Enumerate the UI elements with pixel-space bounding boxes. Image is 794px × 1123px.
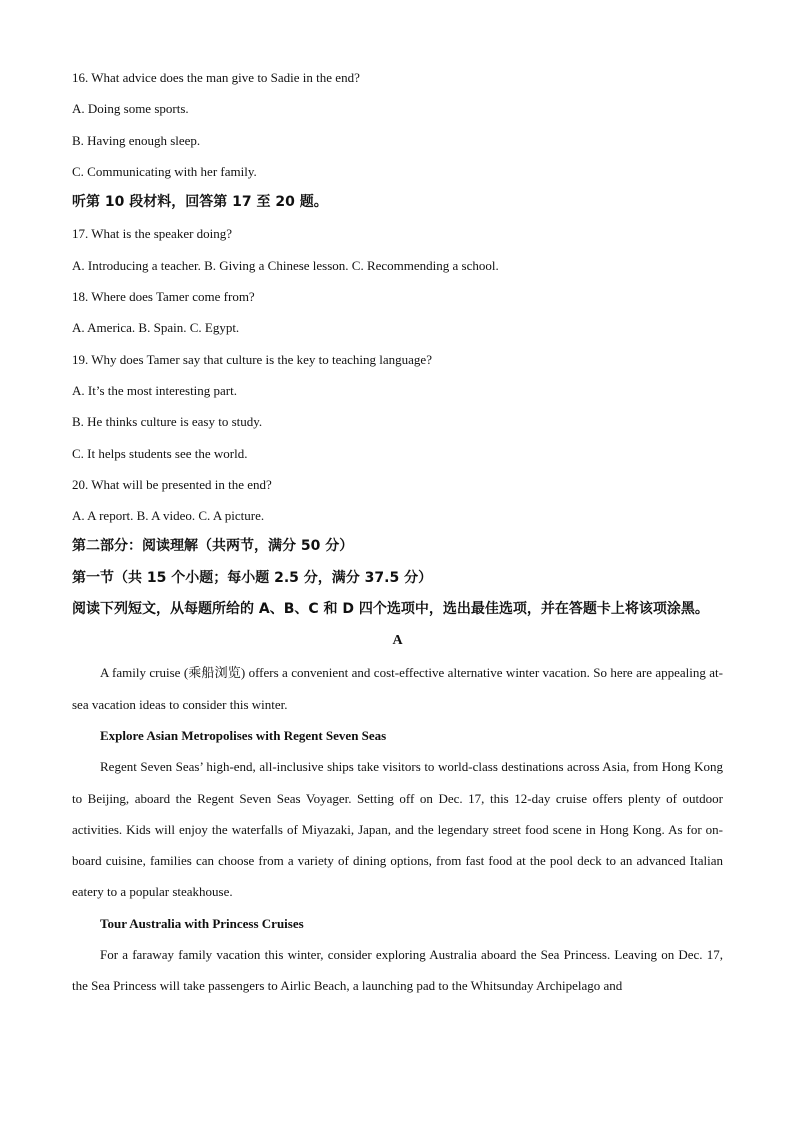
passage-heading-princess: Tour Australia with Princess Cruises (100, 915, 304, 931)
question-19-option-c: C. It helps students see the world. (72, 445, 248, 461)
reading-section-title: 第一节（共 15 个小题；每小题 2.5 分，满分 37.5 分） (72, 569, 433, 586)
question-16: 16. What advice does the man give to Sadie in the end? (72, 70, 360, 85)
reading-instructions: 阅读下列短文，从每题所给的 A、B、C 和 D 四个选项中，选出最佳选项，并在答题卡上将该项涂黑。 (72, 601, 709, 618)
question-18: 18. Where does Tamer come from? (72, 289, 255, 305)
question-16-option-b: B. Having enough sleep. (72, 132, 201, 148)
question-18-options: A. America. B. Spain. C. Egypt. (72, 320, 240, 336)
question-20: 20. What will be presented in the end? (72, 476, 272, 492)
question-19: 19. Why does Tamer say that culture is the key to teaching language? (72, 351, 432, 367)
question-16-option-c: C. Communicating with her family. (72, 163, 257, 179)
question-17-options: A. Introducing a teacher. B. Giving a Chinese lesson. C. Recommending a school. (72, 257, 499, 273)
passage-paragraph-princess: For a faraway family vacation this winter, consider exploring Australia aboard the Sea Princess. Leaving on Dec. 17, the Sea Princess will take passengers to Airlic Beach, a launching pad to the Whitsunday Archipelago and (72, 947, 723, 994)
exam-page (72, 62, 723, 1002)
section-10-intro: 听第 10 段材料，回答第 17 至 20 题。 (72, 194, 328, 211)
passage-intro: A family cruise (乘船浏览) offers a convenient and cost-effective alternative winter vacation. So here are appealing at-sea vacation ideas to consider this winter. (72, 665, 723, 712)
question-19-option-a: A. It’s the most interesting part. (72, 382, 238, 398)
passage-letter: A (392, 633, 403, 649)
question-19-option-b: B. He thinks culture is easy to study. (72, 414, 263, 430)
question-17: 17. What is the speaker doing? (72, 226, 233, 242)
question-16-option-a: A. Doing some sports. (72, 101, 189, 117)
passage-heading-regent: Explore Asian Metropolises with Regent Seven Seas (100, 727, 387, 743)
reading-part-title: 第二部分：阅读理解（共两节，满分 50 分） (72, 538, 354, 555)
passage-paragraph-regent: Regent Seven Seas’ high-end, all-inclusive ships take visitors to world-class destinations across Asia, from Hong Kong to Beijing, aboard the Regent Seven Seas Voyager. Setting off on Dec. 17, this 12-day cruise offers plenty of outdoor activities. Kids will enjoy the waterfalls of Miyazaki, Japan, and the legendary street food scene in Hong Kong. As for on-board cuisine, families can choose from a variety of dining options, from fast food at the pool deck to an advanced Italian eatery to a popular steakhouse. (72, 759, 723, 900)
question-20-options: A. A report. B. A video. C. A picture. (72, 508, 265, 524)
